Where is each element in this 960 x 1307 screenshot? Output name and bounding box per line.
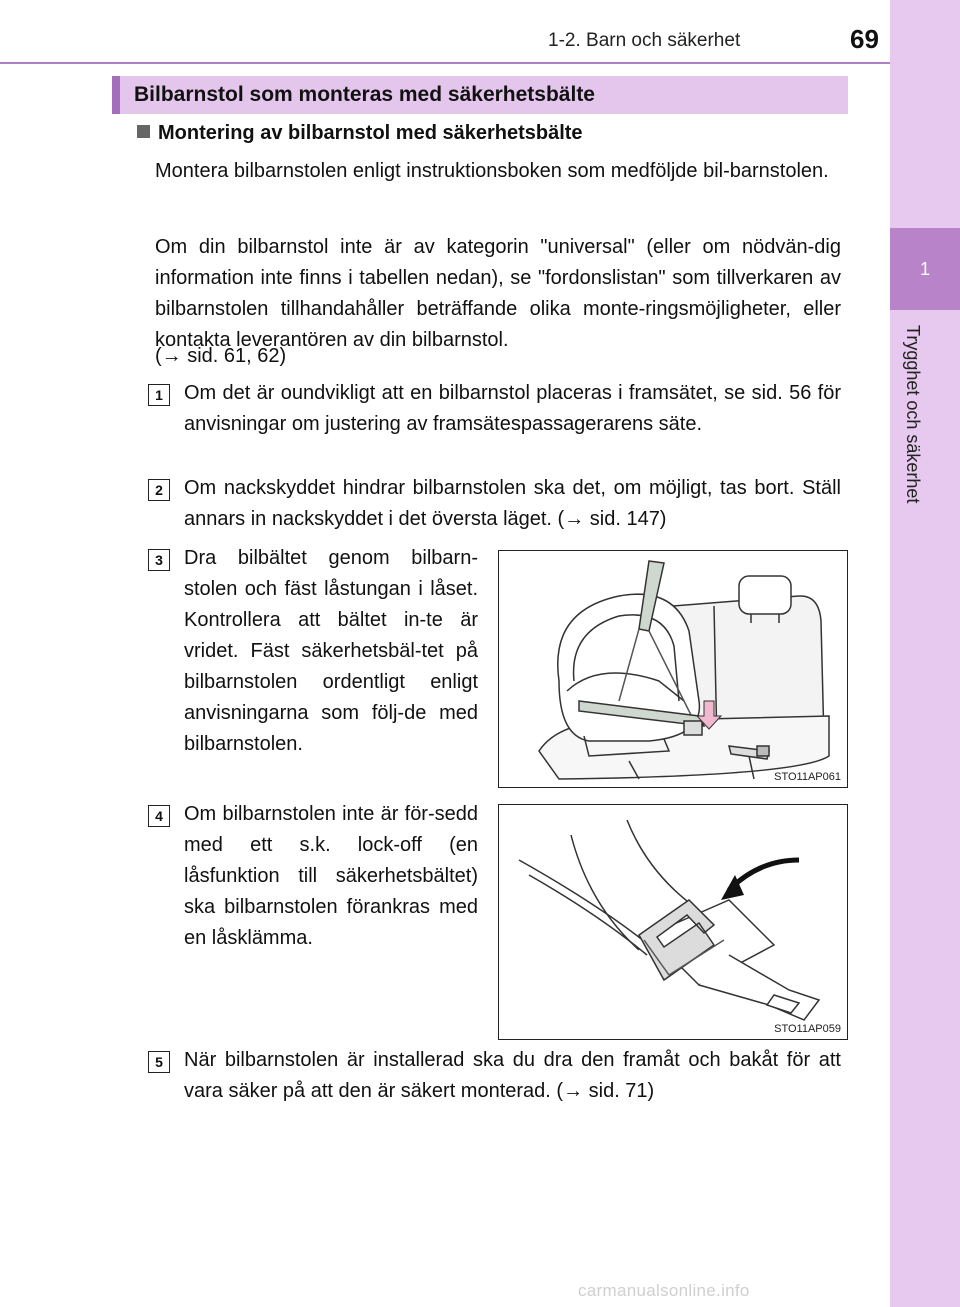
step-text-1: Om det är oundvikligt att en bilbarnstol placeras i framsätet, se sid. 56 för anvisningar om justering av framsätespassagerarens säte.: [184, 382, 841, 435]
step-number-3: 3: [148, 549, 170, 571]
section-title-bar: [112, 76, 848, 114]
subheading: [137, 122, 583, 145]
square-bullet-icon: [137, 125, 150, 138]
step-text-5: När bilbarnstolen är installerad ska du dra den framåt och bakåt för att vara säker på att den är säkert monterad. (→ sid. 71): [184, 1049, 841, 1102]
locking-clip-illustration: [499, 805, 847, 1039]
figure-code: STO11AP061: [774, 771, 841, 783]
figure-child-seat: [498, 550, 848, 788]
intro-paragraph: Montera bilbarnstolen enligt instruktionsboken som medföljde bil-barnstolen.: [155, 160, 829, 182]
step-number-1: 1: [148, 384, 170, 406]
page-number: 69: [850, 24, 879, 54]
child-seat-illustration: [499, 551, 847, 787]
step-text-4: Om bilbarnstolen inte är för-sedd med ett s.k. lock-off (en låsfunktion till säkerhetsbältet) ska bilbarnstolen förankras med en låsklämma.: [184, 803, 478, 949]
watermark-text: carmanualsonline.info: [578, 1281, 750, 1300]
figure-code: STO11AP059: [774, 1023, 841, 1035]
universal-paragraph: Om din bilbarnstol inte är av kategorin "universal" (eller om nödvän-dig information inte finns i tabellen nedan), se "fordonslistan" som tillverkaren av bilbarnstolen tillhandahåller beträffande olika monte-ringsmöjligheter, eller kontakta leverantören av din bilbarnstol.: [155, 236, 841, 351]
section-breadcrumb: 1-2. Barn och säkerhet: [548, 30, 741, 51]
chapter-title: Trygghet och säkerhet: [903, 325, 923, 504]
step-text-2: Om nackskyddet hindrar bilbarnstolen ska det, om möjligt, tas bort. Ställ annars in nackskyddet i det översta läget. (→ sid. 147): [184, 477, 841, 530]
page-reference: (→ sid. 61, 62): [155, 345, 287, 367]
step-text-3: Dra bilbältet genom bilbarn-stolen och fäst låstungan i låset. Kontrollera att bältet in-te är vridet. Fäst säkerhetsbäl-tet på bilbarnstolen ordentligt enligt anvisningarna som följ-de med bilbarnstolen.: [184, 547, 478, 755]
side-tab-background-top: [890, 0, 960, 228]
step-number-2: 2: [148, 479, 170, 501]
section-title: Bilbarnstol som monteras med säkerhetsbälte: [134, 83, 595, 106]
chapter-tab[interactable]: 1: [890, 228, 960, 310]
step-number-5: 5: [148, 1051, 170, 1073]
figure-locking-clip: [498, 804, 848, 1040]
step-number-4: 4: [148, 805, 170, 827]
header-divider: [0, 62, 890, 64]
subheading-text: Montering av bilbarnstol med säkerhetsbälte: [158, 122, 583, 144]
